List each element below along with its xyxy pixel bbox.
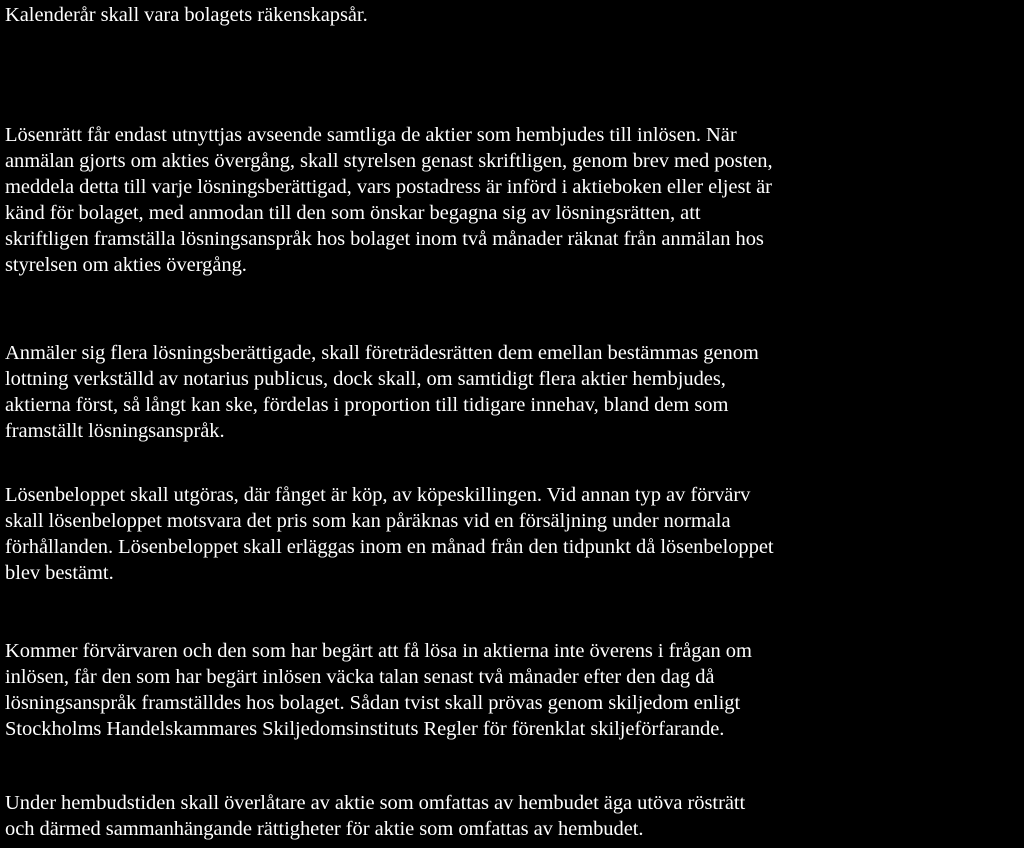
multiple-claimants-paragraph: Anmäler sig flera lösningsberättigade, skall företrädesrätten dem emellan bestämmas genom lottning verkställd av notarius publicus, dock skall, om samtidigt flera aktier hembjudes, aktierna först, så långt kan ske, fördelas i proportion till tidigare innehav, bland dem som framställt lösningsanspråk. [5,342,759,442]
dispute-arbitration-paragraph: Kommer förvärvaren och den som har begärt att få lösa in aktierna inte överens i frågan om inlösen, får den som har begärt inlösen väcka talan senast två månader efter den dag då lösningsanspråk framställdes hos bolaget. Sådan tvist skall prövas genom skiljedom enligt Stockholms Handelskammares Skiljedomsinstituts Regler för förenklat skiljeförfarande. [5,640,752,740]
redemption-right-paragraph: Lösenrätt får endast utnyttjas avseende samtliga de aktier som hembjudes till inlösen. När anmälan gjorts om akties övergång, skall styrelsen genast skriftligen, genom brev med posten, meddela detta till varje lösningsberättigad, vars postadress är införd i aktieboken eller eljest är känd för bolaget, med anmodan till den som önskar begagna sig av lösningsrätten, att skriftligen framställa lösningsanspråk hos bolaget inom två månader räknat från anmälan hos styrelsen om akties övergång. [5,124,773,276]
fiscal-year-paragraph: Kalenderår skall vara bolagets räkenskapsår. [5,4,368,26]
redemption-amount-paragraph: Lösenbeloppet skall utgöras, där fånget är köp, av köpeskillingen. Vid annan typ av förvärv skall lösenbeloppet motsvara det pris som kan påräknas vid en försäljning under normala förhållanden. Lösenbeloppet skall erläggas inom en månad från den tidpunkt då lösenbeloppet blev bestämt. [5,484,774,584]
voting-rights-paragraph: Under hembudstiden skall överlåtare av aktie som omfattas av hembudet äga utöva rösträtt och därmed sammanhängande rättigheter för aktie som omfattas av hembudet. [5,792,746,840]
